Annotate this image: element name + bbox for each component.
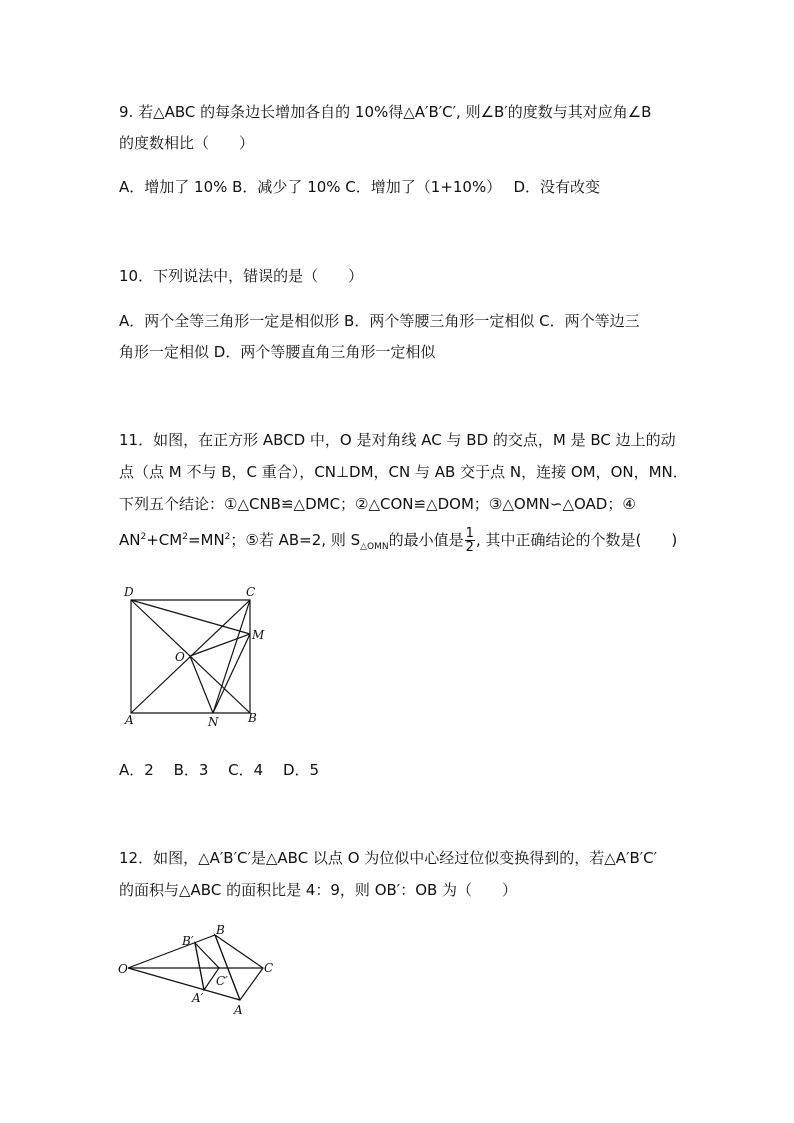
label-b: B [216, 923, 225, 937]
q11-sup-1: 2 [140, 532, 147, 542]
q10-stem: 10．下列说法中，错误的是（ ） [119, 267, 364, 285]
label-b: B [248, 711, 257, 725]
q9-stem-line1: 9. 若△ABC 的每条边长增加各自的 10%得△A′B′C′, 则∠B′的度数与其对应角∠B [119, 103, 652, 121]
q12-stem-line1: 12．如图，△A′B′C′是△ABC 以点 O 为位似中心经过位似变换得到的，若△A′B′C′ [119, 849, 658, 867]
q11-cm: +CM [146, 531, 183, 549]
q12-stem-line2: 的面积与△ABC 的面积比是 4：9，则 OB′：OB 为（ ） [119, 881, 518, 899]
label-c-prime: C′ [216, 974, 228, 988]
q11-question-end: , 其中正确结论的个数是( ) [475, 531, 678, 549]
label-a-prime: A′ [192, 991, 204, 1005]
label-m: M [252, 628, 265, 642]
label-c: C [246, 585, 256, 599]
q11-fraction-denominator: 2 [465, 540, 474, 555]
q11-stem-line3: 下列五个结论：①△CNB≌△DMC；②△CON≌△DOM；③△OMN∽△OAD；④ [119, 495, 636, 513]
q10-options-line2: 角形一定相似 D．两个等腰直角三角形一定相似 [119, 343, 436, 361]
q9-stem-line2: 的度数相比（ ） [119, 134, 255, 152]
q11-stem-line4 [119, 524, 677, 560]
q11-fraction-one-half [465, 527, 475, 554]
q11-an: AN [119, 531, 141, 549]
q11-area-subscript: △OMN [360, 542, 389, 552]
segment-a1b1 [195, 943, 204, 990]
q12-homothety-figure [112, 918, 282, 1020]
q11-options: A．2 B．3 C．4 D．5 [119, 761, 320, 779]
label-a: A [125, 713, 134, 727]
q10-options-line1: A．两个全等三角形一定是相似形 B．两个等腰三角形一定相似 C．两个等边三 [119, 312, 640, 330]
ray-ob [128, 935, 215, 968]
q11-mn: =MN [187, 531, 225, 549]
q11-stem-line2: 点（点 M 不与 B，C 重合），CN⊥DM，CN 与 AB 交于点 N，连接 OM，ON，MN． [119, 463, 688, 481]
label-a: A [234, 1003, 243, 1017]
label-d: D [124, 585, 134, 599]
segment-on [190, 656, 213, 713]
q9-options: A．增加了 10% B．减少了 10% C．增加了（1+10%） D．没有改变 [119, 178, 601, 196]
label-c: C [264, 961, 274, 975]
label-o: O [175, 650, 185, 664]
q11-condition: ；⑤若 AB=2, 则 S [230, 531, 361, 549]
q11-min-text: 的最小值是 [388, 531, 464, 549]
q11-fraction-numerator: 1 [465, 526, 474, 541]
q11-sup-3: 2 [224, 532, 231, 542]
label-n: N [208, 715, 219, 729]
q11-square-figure [118, 582, 278, 732]
label-b-prime: B′ [182, 934, 194, 948]
q11-sup-2: 2 [182, 532, 188, 542]
q11-stem-line1: 11．如图，在正方形 ABCD 中，O 是对角线 AC 与 BD 的交点，M 是 BC 边上的动 [119, 431, 676, 449]
label-o: O [118, 962, 128, 976]
